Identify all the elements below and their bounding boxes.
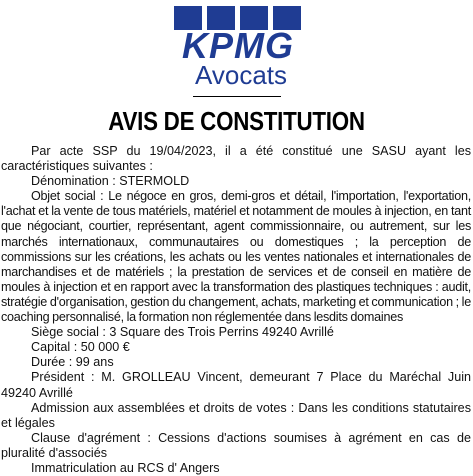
paragraph-president: Président : M. GROLLEAU Vincent, demeurant 7 Place du Maréchal Juin 49240 Avrillé [1,370,471,400]
paragraph-siege-social: Siège social : 3 Square des Trois Perrins 49240 Avrillé [31,325,334,340]
paragraph-intro: Par acte SSP du 19/04/2023, il a été constitué une SASU ayant les caractéristiques suivantes : [1,144,471,174]
paragraph-admission: Admission aux assemblées et droits de votes : Dans les conditions statutaires et légales [1,400,471,430]
title-divider [193,96,281,97]
logo-subtitle: Avocats [194,60,287,90]
notice-title: AVIS DE CONSTITUTION [108,106,365,136]
paragraph-clause-agrement: Clause d'agrément : Cessions d'actions soumises à agrément en cas de pluralité d'associés [1,430,471,460]
paragraph-immatriculation: Immatriculation au RCS d' Angers [31,460,220,475]
paragraph-objet-social: Objet social : Le négoce en gros, demi-gros et détail, l'importation, l'exportation, l'achat et la vente de tous matériels, matériel et notamment de moules à injection, en tant que négociant, courtier, représentant, agent commissionnaire, ou autrement, sur les marchés internationaux, communautaires ou domestiques ; la perception de commissions sur les créations, les achats ou les ventes nationales et internationales de marchandises et de matériels ; la prestation de services et de conseil en matière de moules à injection et en rapport avec la transformation des plastiques techniques : audit, stratégie d'organisation, gestion du changement, achats, marketing et communication ; le coaching personnalisé, la formation non réglementée dans lesdits domaines [1,189,471,325]
paragraph-duree: Durée : 99 ans [31,355,114,370]
logo-brand: KPMG [182,25,294,66]
paragraph-capital: Capital : 50 000 € [31,340,130,355]
notice-body [1,144,471,476]
paragraph-denomination: Dénomination : STERMOLD [31,174,190,189]
kpmg-logo [174,6,302,90]
